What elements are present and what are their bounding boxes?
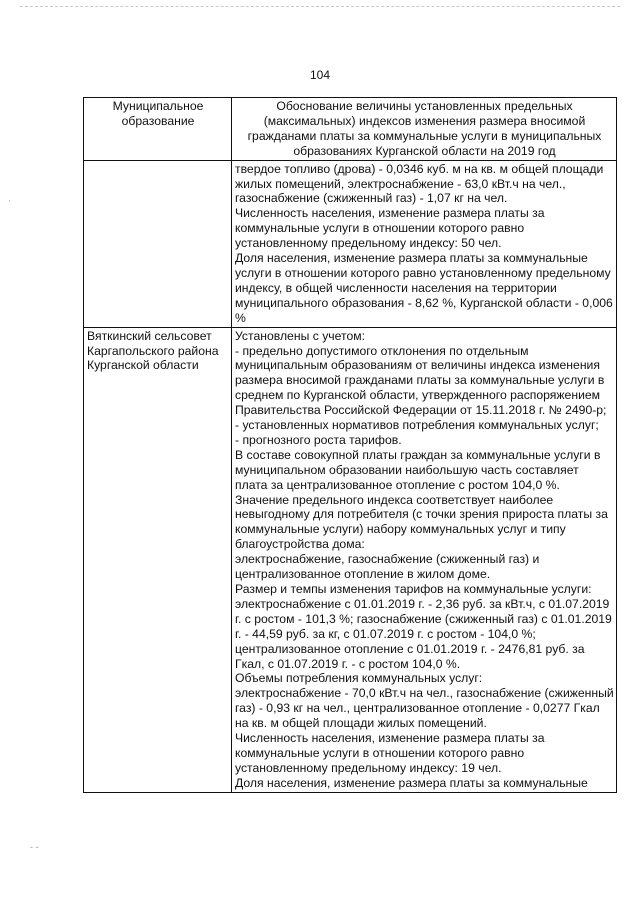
justification-cell: [232, 160, 617, 327]
table-row: [84, 160, 617, 327]
header-justification-text: Обоснование величины установленных предельных (максимальных) индексов изменения размера вносимой гражданами платы за коммунальные услуги в муниципальных образованиях Курганской области на 2019 год: [247, 99, 602, 158]
paragraph: Доля населения, изменение размера платы за коммунальные: [235, 775, 588, 790]
paragraph: Численность населения, изменение размера платы за коммунальные услуги в отношении которого равно установленному предельному индексу: 19 чел.: [235, 731, 545, 775]
justification-cell: [232, 327, 617, 792]
header-justification: [232, 98, 617, 161]
paragraph: Доля населения, изменение размера платы за коммунальные услуги в отношении которого равно установленному предельному индексу, в общей численности населения на территории муниципального образования - 8,62 %, Курганской области - 0,006 %: [235, 251, 613, 325]
scan-speck: - -: [30, 842, 39, 852]
paragraph: электроснабжение - 70,0 кВт.ч на чел., газоснабжение (сжиженный газ) - 0,93 кг на чел., централизованное отопление - 0,0277 Гкал на кв. м общей площади жилых помещений.: [235, 686, 614, 731]
municipality-cell: [84, 327, 232, 792]
header-municipality-text: Муниципальное образование: [112, 99, 204, 128]
municipality-cell: [84, 160, 232, 327]
scan-edge-line: [20, 6, 620, 7]
header-municipality: [84, 98, 232, 161]
paragraph: Объемы потребления коммунальных услуг:: [235, 671, 483, 686]
paragraph: электроснабжение с 01.01.2019 г. - 2,36 руб. за кВт.ч, с 01.07.2019 г. с ростом - 101,3 %; газоснабжение (сжиженный газ) с 01.01.2019 г. - 44,59 руб. за кг, с 01.07.2019 г. с ростом - 104,0 %; централизованное отопление с 01.01.2019 г. - 2476,81 руб. за Гкал, с 01.07.2019 г. - с ростом 104,0 %.: [235, 596, 612, 671]
paragraph: Установлены с учетом:: [235, 328, 365, 343]
justification-table: [83, 97, 617, 793]
paragraph: Размер и темпы изменения тарифов на коммунальные услуги:: [235, 582, 592, 596]
paragraph: В составе совокупной платы граждан за коммунальные услуги в муниципальном образовании наибольшую часть составляет плата за централизованное отопление с ростом 104,0 %.: [235, 447, 601, 492]
municipality-name: Вяткинский сельсовет Каргапольского района Курганской области: [87, 328, 219, 373]
paragraph: - установленных нормативов потребления коммунальных услуг;: [235, 418, 599, 433]
paragraph: электроснабжение, газоснабжение (сжиженный газ) и централизованное отопление в жилом доме.: [235, 552, 540, 582]
paragraph: твердое топливо (дрова) - 0,0346 куб. м на кв. м общей площади жилых помещений, электроснабжение - 63,0 кВт.ч на чел., газоснабжение (сжиженный газ) - 1,07 кг на чел.: [235, 161, 604, 206]
table-header-row: [84, 98, 617, 161]
paragraph: Численность населения, изменение размера платы за коммунальные услуги в отношении которого равно установленному предельному индексу: 50 чел.: [235, 206, 545, 251]
paragraph: Значение предельного индекса соответствует наиболее невыгодному для потребителя (с точки зрения прироста платы за коммунальные услуги) набору коммунальных услуг и типу благоустройства дома:: [235, 492, 608, 552]
paragraph: - предельно допустимого отклонения по отдельным муниципальным образованиям от величины индекса изменения размера вносимой гражданами платы за коммунальные услуги в среднем по Курганской области, утвержденного распоряжением Правительства Российской Федерации от 15.11.2018 г. № 2490-р;: [235, 343, 607, 418]
page-number: 104: [309, 68, 331, 82]
paragraph: - прогнозного роста тарифов.: [235, 432, 402, 447]
scan-speck: ·: [8, 195, 11, 205]
table-row: [84, 327, 617, 792]
